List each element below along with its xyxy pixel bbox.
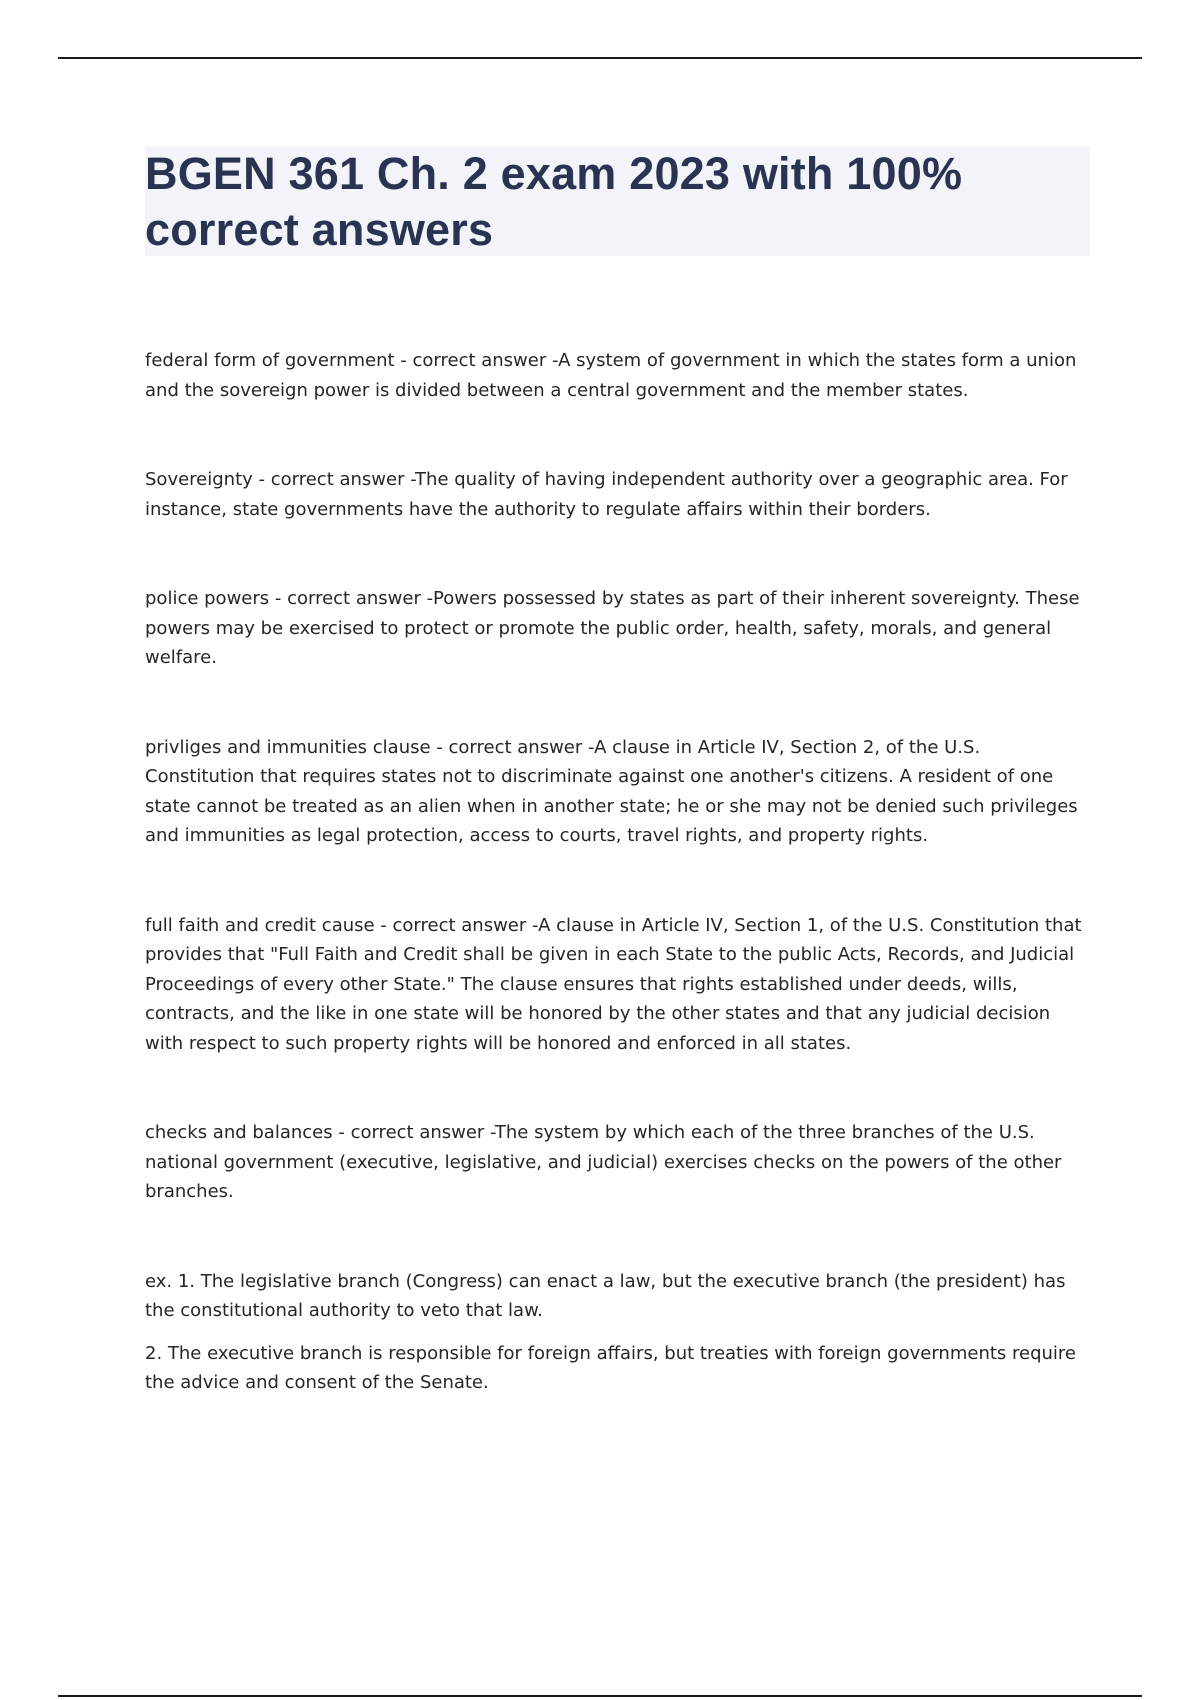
examples-block	[145, 1267, 1090, 1398]
footer-rule	[58, 1695, 1142, 1697]
qa-entry	[145, 1118, 1090, 1207]
qa-entry	[145, 346, 1090, 405]
document-title: BGEN 361 Ch. 2 exam 2023 with 100% correct answers	[145, 148, 963, 255]
qa-entry	[145, 911, 1090, 1059]
title-banner	[145, 146, 1090, 256]
qa-entry	[145, 465, 1090, 524]
document-body	[145, 346, 1090, 1458]
qa-entry	[145, 584, 1090, 673]
qa-text: police powers - correct answer -Powers possessed by states as part of their inherent sovereignty. These powers may be exercised to protect or promote the public order, health, safety, morals, and general welfare.	[145, 588, 1080, 668]
example-text: ex. 1. The legislative branch (Congress) can enact a law, but the executive branch (the president) has the constitutional authority to veto that law.	[145, 1270, 1066, 1321]
qa-text: federal form of government - correct answer -A system of government in which the states form a union and the sovereign power is divided between a central government and the member states.	[145, 350, 1077, 401]
qa-text: Sovereignty - correct answer -The quality of having independent authority over a geographic area. For instance, state governments have the authority to regulate affairs within their borders.	[145, 469, 1068, 520]
qa-entry	[145, 733, 1090, 851]
qa-text: checks and balances - correct answer -The system by which each of the three branches of the U.S. national government (executive, legislative, and judicial) exercises checks on the powers of the other branches.	[145, 1122, 1062, 1202]
qa-text: privliges and immunities clause - correct answer -A clause in Article IV, Section 2, of the U.S. Constitution that requires states not to discriminate against one another's citizens. A resident of one state cannot be treated as an alien when in another state; he or she may not be denied such privileges and immunities as legal protection, access to courts, travel rights, and property rights.	[145, 736, 1078, 846]
header-rule	[58, 57, 1142, 59]
qa-text: full faith and credit cause - correct answer -A clause in Article IV, Section 1, of the U.S. Constitution that provides that "Full Faith and Credit shall be given in each State to the public Acts, Records, and Judicial Proceedings of every other State." The clause ensures that rights established under deeds, wills, contracts, and the like in one state will be honored by the other states and that any judicial decision with respect to such property rights will be honored and enforced in all states.	[145, 914, 1082, 1054]
example-text: 2. The executive branch is responsible for foreign affairs, but treaties with foreign governments require the advice and consent of the Senate.	[145, 1342, 1077, 1393]
